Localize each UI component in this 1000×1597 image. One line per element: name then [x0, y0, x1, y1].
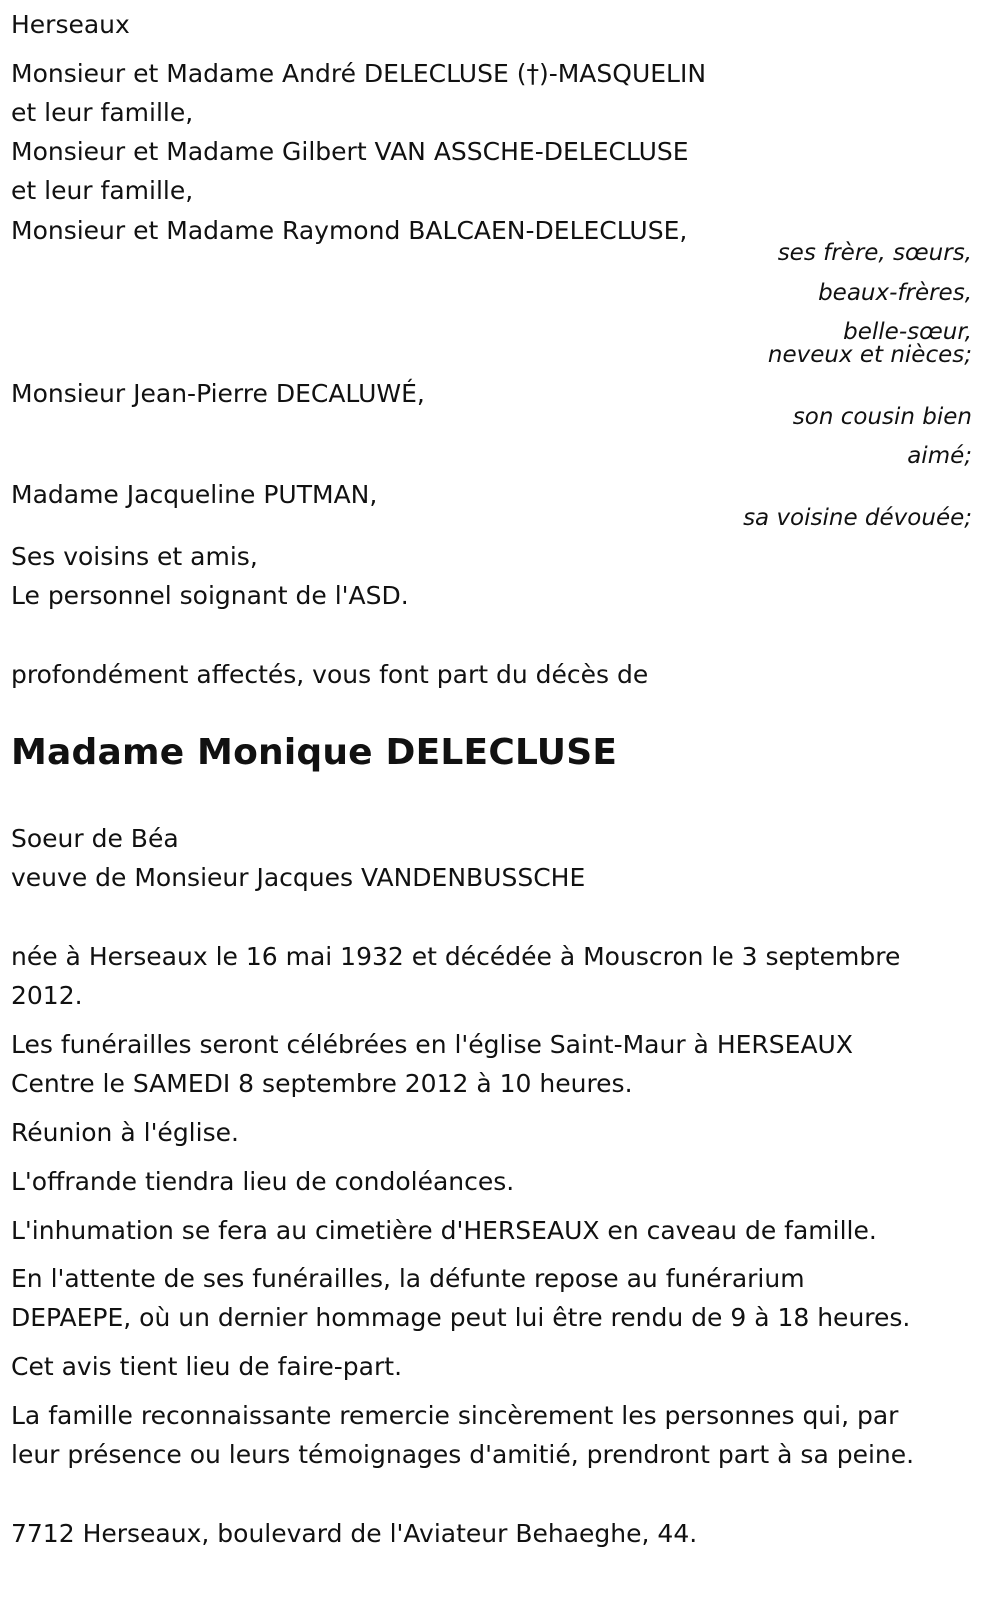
thanks-info: La famille reconnaissante remercie sincèrement les personnes qui, par [11, 1401, 899, 1430]
funeral-info: Les funérailles seront célébrées en l'église Saint-Maur à HERSEAUX [11, 1030, 853, 1059]
offering-info: L'offrande tiendra lieu de condoléances. [11, 1167, 515, 1196]
widow-of: veuve de Monsieur Jacques VANDENBUSSCHE [11, 863, 586, 892]
family-line: Monsieur et Madame Gilbert VAN ASSCHE-DELECLUSE [11, 137, 689, 166]
cousin-name: Monsieur Jean-Pierre DECALUWÉ, [11, 379, 425, 408]
family-relation: belle-sœur, [843, 319, 972, 345]
funeral-info: Centre le SAMEDI 8 septembre 2012 à 10 heures. [11, 1069, 633, 1098]
address: 7712 Herseaux, boulevard de l'Aviateur Behaeghe, 44. [11, 1519, 698, 1548]
announcement: profondément affectés, vous font part du décès de [11, 660, 649, 689]
cousin-relation: aimé; [907, 443, 972, 469]
thanks-info: leur présence ou leurs témoignages d'amitié, prendront part à sa peine. [11, 1440, 915, 1469]
cousin-relation: son cousin bien [792, 404, 972, 430]
family-line: et leur famille, [11, 176, 194, 205]
birth-death: née à Herseaux le 16 mai 1932 et décédée à Mouscron le 3 septembre [11, 942, 901, 971]
funerarium-info: DEPAEPE, où un dernier hommage peut lui être rendu de 9 à 18 heures. [11, 1303, 911, 1332]
family-line: et leur famille, [11, 98, 194, 127]
others-line: Ses voisins et amis, [11, 542, 258, 571]
reunion-info: Réunion à l'église. [11, 1118, 239, 1147]
neighbor-name: Madame Jacqueline PUTMAN, [11, 480, 378, 509]
neighbor-relation: sa voisine dévouée; [743, 505, 972, 531]
funerarium-info: En l'attente de ses funérailles, la défunte repose au funérarium [11, 1264, 805, 1293]
family-relation: ses frère, sœurs, [777, 240, 972, 266]
family-relation: neveux et nièces; [767, 342, 972, 368]
notice-info: Cet avis tient lieu de faire-part. [11, 1352, 403, 1381]
deceased-name: Madame Monique DELECLUSE [11, 732, 618, 773]
family-line: Monsieur et Madame Raymond BALCAEN-DELECLUSE, [11, 216, 688, 245]
family-line: Monsieur et Madame André DELECLUSE (†)-MASQUELIN [11, 59, 707, 88]
family-relation: beaux-frères, [818, 280, 972, 306]
location-header: Herseaux [11, 10, 130, 39]
others-line: Le personnel soignant de l'ASD. [11, 581, 409, 610]
sister-of: Soeur de Béa [11, 824, 179, 853]
birth-death: 2012. [11, 981, 83, 1010]
burial-info: L'inhumation se fera au cimetière d'HERSEAUX en caveau de famille. [11, 1216, 877, 1245]
